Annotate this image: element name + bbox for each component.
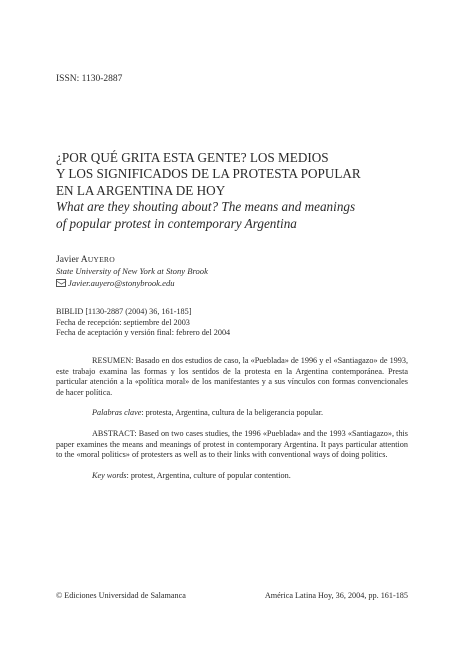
bibliographic-info bbox=[56, 307, 356, 339]
article-title bbox=[56, 150, 416, 232]
title-line: EN LA ARGENTINA DE HOY bbox=[56, 182, 226, 198]
envelope-icon bbox=[56, 279, 66, 287]
author-name: Javier AUYERO bbox=[56, 254, 115, 265]
abstract-paragraph: ABSTRACT: Based on two cases studies, the 1996 «Pueblada» and the 1993 «Santiagazo», this paper examines the means and meanings of protest in contemporary Argentina. It pays particular attention to the «moral politics» of protesters as well as to their links with conventional ways of doing politics. bbox=[56, 428, 408, 460]
accepted-date: Fecha de aceptación y versión final: febrero del 2004 bbox=[56, 328, 231, 338]
palabras-clave: Palabras clave: protesta, Argentina, cultura de la beligerancia popular. bbox=[92, 408, 324, 418]
footer-publisher: © Ediciones Universidad de Salamanca bbox=[56, 591, 186, 600]
title-line: Y LOS SIGNIFICADOS DE LA PROTESTA POPULAR bbox=[56, 166, 361, 182]
author-affiliation: State University of New York at Stony Brook bbox=[56, 265, 208, 276]
title-line: ¿POR QUÉ GRITA ESTA GENTE? LOS MEDIOS bbox=[56, 150, 329, 165]
received-date: Fecha de recepción: septiembre del 2003 bbox=[56, 317, 190, 327]
author-block bbox=[56, 254, 356, 289]
key-words: Key words: protest, Argentina, culture of popular contention. bbox=[92, 470, 291, 480]
abstract-block bbox=[56, 356, 408, 491]
issn-number: ISSN: 1130-2887 bbox=[56, 74, 123, 84]
biblid: BIBLID [1130-2887 (2004) 36, 161-185] bbox=[56, 307, 192, 316]
title-english-line: What are they shouting about? The means and meanings bbox=[56, 199, 356, 215]
author-email: Javier.auyero@stonybrook.edu bbox=[68, 277, 175, 288]
author-email-row bbox=[56, 278, 356, 290]
title-english-line: of popular protest in contemporary Argentina bbox=[56, 215, 297, 231]
resumen-paragraph: RESUMEN: Basado en dos estudios de caso, la «Pueblada» de 1996 y el «Santiagazo» de 1993, este trabajo examina las formas y los sentidos de la protesta en la Argentina contemporánea. Presta particular atención a la «política moral» de los manifestantes y a sus vínculos con formas convencionales de hacer política. bbox=[56, 356, 408, 397]
footer-citation: América Latina Hoy, 36, 2004, pp. 161-185 bbox=[264, 591, 408, 600]
